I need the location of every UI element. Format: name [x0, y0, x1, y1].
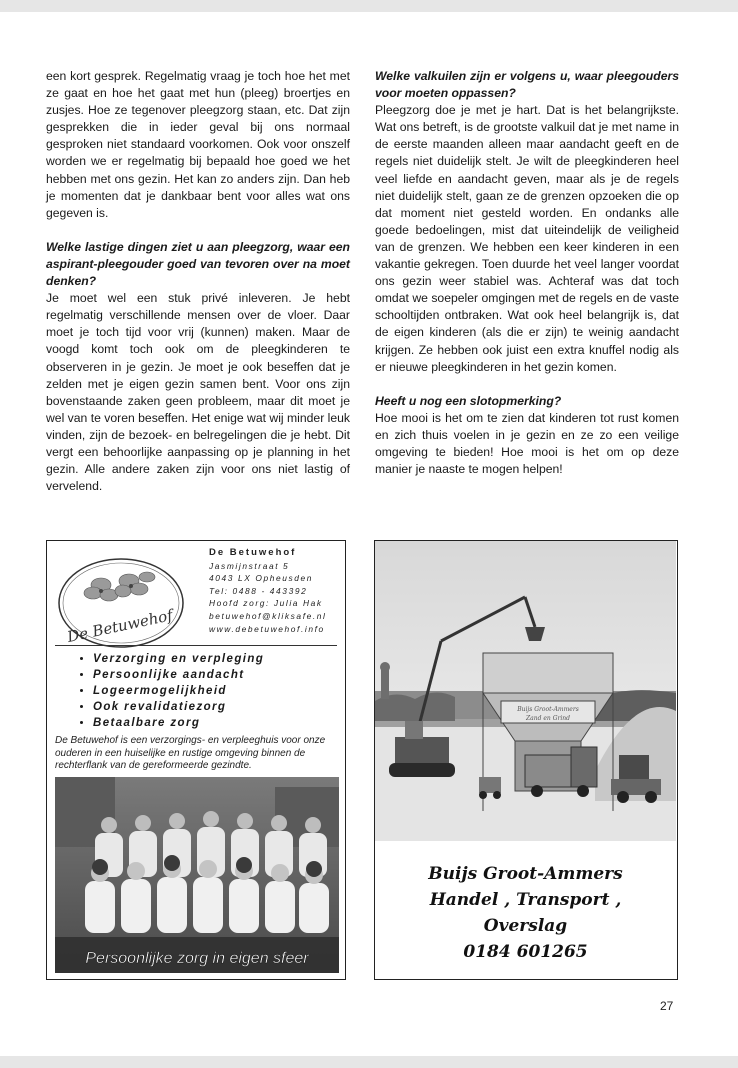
qa-block [375, 393, 679, 478]
list-item: • Ook revalidatiezorg [93, 699, 264, 715]
article-left-column [46, 68, 350, 512]
paragraph: een kort gesprek. Regelmatig vraag je toch hoe het met ze gaat en hoe het gaat met hun (pleeg) broertjes en zusjes. Hoe ze tegenover pleegzorg staan, etc. Dat zijn gesprekken die in ieder geval bij ons normaal gesproken niet standaard voorkomen. Ook voor onszelf worden we er regelmatig bij bepaald hoe goed we het hebben met ons gezin. Het kan zo anders zijn. Dan heb je momenten dat je dankbaar bent voor alles wat ons gegeven is. [46, 69, 350, 220]
qa-block [375, 68, 679, 376]
page [0, 12, 738, 1056]
logo-script-text: De Betuwehof [65, 606, 175, 647]
answer: Pleegzorg doe je met je hart. Dat is het belangrijkste. Wat ons betreft, is de grootste valkuil dat je met name in de eerste maanden alleen maar aandacht geeft en de regels niet duidelijk stelt. Je wilt de pleegkinderen heel veel liefde en aandacht geven, maar als je de regels niet duidelijk stelt, gaan ze de grenzen opzoeken die op dat moment niet gesteld worden. En ondanks alle goede bedoelingen, mist dat uiteindelijk de veiligheid van de grenzen. We hebben een keer kinderen in een vakantie gekregen. Toen duurde het veel langer voordat ons gezin weer stabiel was. Achteraf was dat toch omdat we soepeler omgingen met de regels en de vaste schooltijden ontbraken. Wat ook heel belangrijk is, dat de eigen kinderen (als die er zijn) te weinig aandacht krijgen. Ze hebben ook juist een extra knuffel nodig als er nieuwe pleegkinderen in het gezin komen. [375, 103, 679, 374]
services-list [73, 651, 264, 731]
divider [55, 645, 337, 646]
answer: Hoe mooi is het om te zien dat kinderen tot rust komen en zich thuis voelen in je gezin en ze zo een veilige omgeving te bieden! Hoe mooi is het om op deze manier je naaste te mogen helpen! [375, 410, 679, 477]
services: Handel , Transport , [429, 890, 622, 910]
contact-person: Hoofd zorg: Julia Hak [209, 598, 323, 609]
betuwehof-description: De Betuwehof is een verzorgings- en verpleeghuis voor onze ouderen in een huiselijke en rustige omgeving binnen de rechterflank van de gereformeerde gezindte. [55, 735, 326, 771]
advert-betuwehof [46, 540, 346, 980]
crane-scene-photo [375, 541, 676, 841]
company-name: Buijs Groot-Ammers [428, 864, 623, 884]
question: Welke lastige dingen ziet u aan pleegzorg, waar een aspirant-pleegouder goed van tevoren over na moet denken? [46, 239, 350, 289]
answer: Je moet wel een stuk privé inleveren. Je hebt regelmatig verschillende mensen over de vloer. Daar moet je toch tijd voor vrij (kunnen) maken. Maar de voogd komt toch ook om de pleegkinderen te observeren in je gezin. Je moet je ook beseffen dat je zelden met je eigen gezin samen bent. Voor ons zijn bovenstaande zaken geen probleem, maar dit moet je wel van te voren beseffen. Het enige wat wij minder leuk vinden, zijn de bezoek- en belregelingen die je hebt. Dit vergt een behoorlijke aanpassing op je planning in het gezin. Alle andere zaken zijn voor ons niet lastig of vervelend. [46, 291, 350, 494]
company-name: De Betuwehof [209, 547, 297, 558]
list-item: • Logeermogelijkheid [93, 683, 264, 699]
phone: 0184 601265 [463, 942, 588, 962]
silo-sign-name: Buijs Groot-Ammers [517, 706, 579, 713]
betuwehof-address [209, 547, 343, 635]
buijs-contact-text [375, 861, 676, 965]
betuwehof-logo [55, 551, 187, 651]
phone: Tel: 0488 - 443392 [209, 585, 308, 596]
photo-caption: Persoonlijke zorg in eigen sfeer [85, 950, 309, 967]
address-line: 4043 LX Opheusden [209, 573, 314, 584]
article-right-column [375, 68, 679, 495]
list-item: • Verzorging en verpleging [93, 651, 264, 667]
qa-block [46, 239, 350, 495]
staff-group-photo [55, 777, 339, 973]
website: www.debetuwehof.info [209, 623, 325, 634]
question: Welke valkuilen zijn er volgens u, waar pleegouders voor moeten oppassen? [375, 69, 679, 101]
page-number: 27 [660, 999, 674, 1013]
list-item: • Persoonlijke aandacht [93, 667, 264, 683]
advert-buijs [374, 540, 678, 980]
address-line: Jasmijnstraat 5 [209, 560, 290, 571]
services: Overslag [483, 916, 568, 936]
silo-sign-sub: Zand en Grind [526, 715, 570, 722]
question: Heeft u nog een slotopmerking? [375, 393, 562, 408]
list-item: • Betaalbare zorg [93, 715, 264, 731]
email: betuwehof@kliksafe.nl [209, 610, 327, 621]
